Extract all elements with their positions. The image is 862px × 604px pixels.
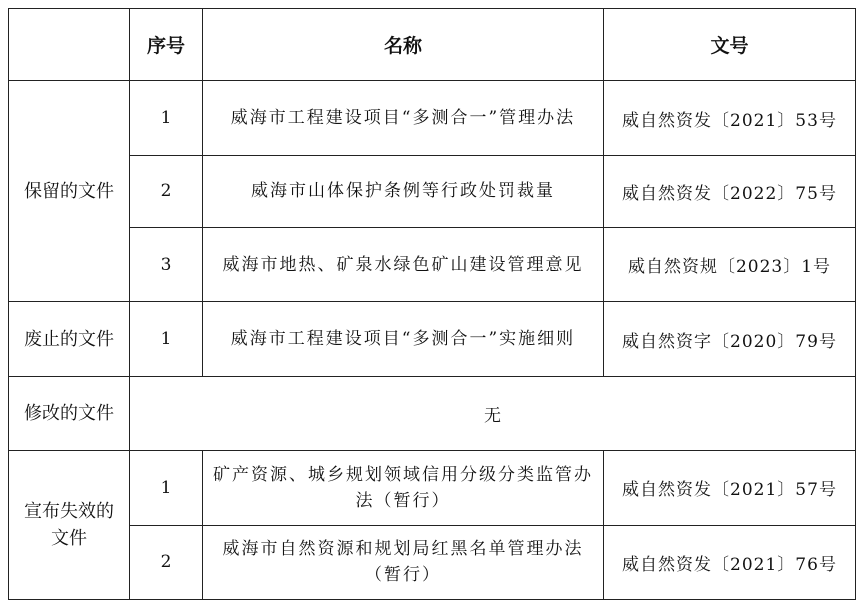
row-doc-no: 威自然资发〔2021〕57号 [604,451,856,525]
row-name: 威海市地热、矿泉水绿色矿山建设管理意见 [203,228,604,302]
row-seq: 2 [130,155,203,227]
category-repealed: 废止的文件 [9,302,130,376]
row-name: 威海市工程建设项目“多测合一”管理办法 [203,81,604,155]
amended-none-cell: 无 [130,376,856,450]
table-row [9,525,856,599]
row-seq: 1 [130,302,203,376]
row-doc-no: 威自然资字〔2020〕79号 [604,302,856,376]
category-invalidated: 宣布失效的文件 [9,451,130,600]
row-name: 威海市自然资源和规划局红黑名单管理办法（暂行） [203,525,604,599]
table-row [9,81,856,155]
table-row [9,302,856,376]
row-doc-no: 威自然资发〔2021〕76号 [604,525,856,599]
file-cleanup-table [8,8,856,600]
row-doc-no: 威自然资发〔2022〕75号 [604,155,856,227]
header-category-cell [9,9,130,81]
header-name: 名称 [203,9,604,81]
row-name: 矿产资源、城乡规划领域信用分级分类监管办法（暂行） [203,451,604,525]
table-row [9,451,856,525]
header-row [9,9,856,81]
row-seq: 1 [130,81,203,155]
table-row [9,376,856,450]
category-retained: 保留的文件 [9,81,130,302]
row-seq: 1 [130,451,203,525]
table-row [9,228,856,302]
row-name: 威海市山体保护条例等行政处罚裁量 [203,155,604,227]
category-amended: 修改的文件 [9,376,130,450]
table-row [9,155,856,227]
row-seq: 2 [130,525,203,599]
header-seq: 序号 [130,9,203,81]
row-name: 威海市工程建设项目“多测合一”实施细则 [203,302,604,376]
row-doc-no: 威自然资规〔2023〕1号 [604,228,856,302]
row-seq: 3 [130,228,203,302]
header-doc-no: 文号 [604,9,856,81]
row-doc-no: 威自然资发〔2021〕53号 [604,81,856,155]
